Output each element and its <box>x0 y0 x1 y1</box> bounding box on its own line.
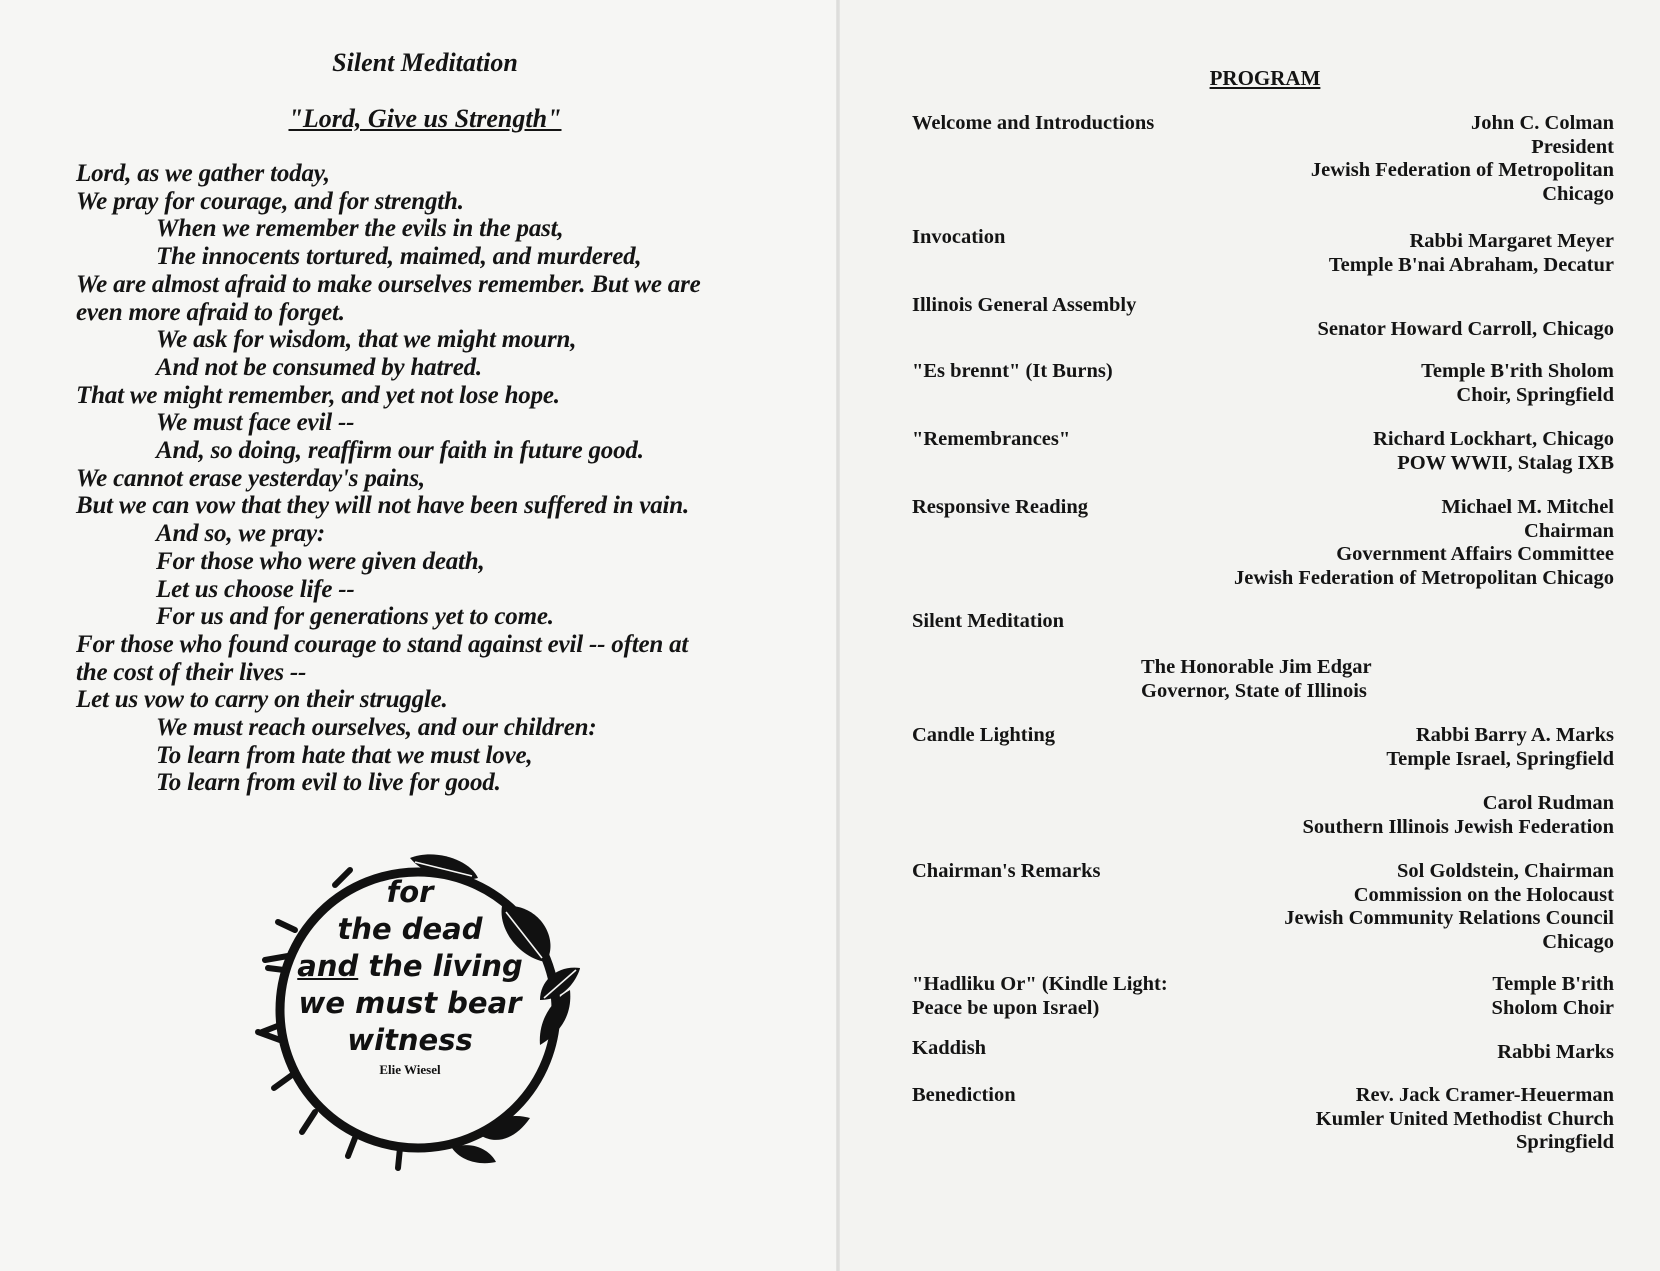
emblem-line-5: witness <box>347 1023 473 1057</box>
poem-line: Let us choose life -- <box>156 575 355 603</box>
poem-line: We pray for courage, and for strength. <box>76 187 464 215</box>
poem-line: Lord, as we gather today, <box>76 160 330 187</box>
poem-line: But we can vow that they will not have been suffered in vain. <box>76 492 690 520</box>
poem-line: Let us vow to carry on their struggle. <box>76 686 448 714</box>
participant-line: Government Affairs Committee <box>1336 543 1614 565</box>
meditation-heading: Silent Meditation <box>332 48 518 77</box>
label-line: Candle Lighting <box>912 724 1055 746</box>
participant-line: Rev. Jack Cramer-Heuerman <box>1355 1084 1614 1106</box>
program-item-participant <box>1094 860 1614 954</box>
poem <box>76 160 776 797</box>
participant-line: Jewish Federation of Metropolitan Chicago <box>1234 566 1614 589</box>
participant-line: Temple Israel, Springfield <box>1386 747 1614 770</box>
poem-line: For those who found courage to stand against evil -- often at <box>76 630 689 658</box>
participant-line: Chicago <box>1542 930 1614 953</box>
poem-line: The innocents tortured, maimed, and murdered, <box>156 243 642 271</box>
participant-line: Springfield <box>1516 1131 1614 1153</box>
emblem-attribution: Elie Wiesel <box>379 1062 441 1077</box>
emblem-line-4: we must bear <box>298 986 522 1020</box>
participant-line: The Honorable Jim Edgar <box>1141 656 1372 678</box>
participant-line: Rabbi Marks <box>1497 1041 1614 1063</box>
participant-line: Commission on the Holocaust <box>1353 883 1614 906</box>
poem-line: even more afraid to forget. <box>76 298 345 326</box>
participant-line: Jewish Federation of Metropolitan <box>1310 159 1614 181</box>
participant-line: Choir, Springfield <box>1456 383 1614 406</box>
emblem-the-living: the living <box>358 949 523 983</box>
participant-line: Temple B'nai Abraham, Decatur <box>1328 253 1614 276</box>
label-line: Silent Meditation <box>912 610 1065 632</box>
participant-line: Jewish Community Relations Council <box>1284 907 1614 929</box>
label-line: Chairman's Remarks <box>912 860 1101 882</box>
poem-line: the cost of their lives -- <box>76 658 307 686</box>
participant-line: Senator Howard Carroll, Chicago <box>1317 318 1614 340</box>
label-line: "Remembrances" <box>912 428 1071 450</box>
program-item-label <box>912 294 1242 318</box>
program-item-participant <box>1094 724 1614 771</box>
participant-line: President <box>1531 135 1614 158</box>
participant-line: Temple B'rith <box>1492 973 1614 995</box>
label-line: Peace be upon Israel) <box>912 996 1100 1019</box>
program-item-participant <box>1094 112 1614 206</box>
participant-line: Southern Illinois Jewish Federation <box>1302 815 1614 838</box>
poem-line: And not be consumed by hatred. <box>156 353 482 381</box>
emblem-line-1: for <box>386 875 434 909</box>
label-line: Invocation <box>912 226 1006 248</box>
program-item-participant <box>1141 656 1660 703</box>
poem-title: "Lord, Give us Strength" <box>288 104 562 133</box>
participant-line: Sol Goldstein, Chairman <box>1397 860 1614 882</box>
poem-line: We are almost afraid to make ourselves remember. But we are <box>76 270 701 298</box>
participant-line: Carol Rudman <box>1482 792 1614 814</box>
poem-line: For us and for generations yet to come. <box>156 603 554 631</box>
participant-line: Richard Lockhart, Chicago <box>1373 428 1614 450</box>
label-line: "Hadliku Or" (Kindle Light: <box>912 973 1168 995</box>
poem-line: We cannot erase yesterday's pains, <box>76 464 425 492</box>
program-item-participant <box>1094 792 1614 839</box>
participant-line: Sholom Choir <box>1491 996 1614 1019</box>
program-item-participant <box>1094 1084 1614 1155</box>
label-line: Responsive Reading <box>912 496 1088 518</box>
participant-line: POW WWII, Stalag IXB <box>1397 451 1614 474</box>
program-item-label <box>912 610 1242 634</box>
emblem-and: and <box>297 949 359 983</box>
poem-line: To learn from hate that we must love, <box>156 741 533 769</box>
emblem-line-3 <box>280 948 540 985</box>
poem-line: We must face evil -- <box>156 409 355 437</box>
label-line: Illinois General Assembly <box>912 294 1137 316</box>
witness-emblem <box>240 850 610 1180</box>
participant-line: Temple B'rith Sholom <box>1421 360 1614 382</box>
poem-line: When we remember the evils in the past, <box>156 215 564 243</box>
participant-line: Governor, State of Illinois <box>1141 679 1367 702</box>
poem-line: To learn from evil to live for good. <box>156 769 501 797</box>
program-item-participant <box>1094 318 1614 342</box>
participant-line: Rabbi Barry A. Marks <box>1415 724 1614 746</box>
emblem-text <box>280 874 540 1081</box>
participant-line: John C. Colman <box>1471 112 1614 134</box>
poem-line: For those who were given death, <box>156 547 485 575</box>
poem-line: And so, we pray: <box>156 520 326 548</box>
program-item-participant <box>1094 230 1614 277</box>
participant-line: Chairman <box>1524 519 1614 542</box>
emblem-line-2: the dead <box>337 912 483 946</box>
program-item-participant <box>1094 360 1614 407</box>
program-item-participant <box>1094 496 1614 590</box>
poem-line: We must reach ourselves, and our children: <box>156 714 597 742</box>
program-item-participant <box>1094 428 1614 475</box>
poem-line: We ask for wisdom, that we might mourn, <box>156 326 577 354</box>
poem-line: And, so doing, reaffirm our faith in future good. <box>156 437 644 465</box>
page-fold <box>836 0 840 1271</box>
label-line: Benediction <box>912 1084 1016 1106</box>
program-item-participant <box>1094 973 1614 1020</box>
program-item-participant <box>1094 1041 1614 1065</box>
poem-line: That we might remember, and yet not lose hope. <box>76 381 560 409</box>
label-line: Kaddish <box>912 1037 987 1059</box>
participant-line: Michael M. Mitchel <box>1441 496 1614 518</box>
label-line: Welcome and Introductions <box>912 112 1155 134</box>
program-title: PROGRAM <box>1209 66 1321 90</box>
participant-line: Kumler United Methodist Church <box>1315 1107 1614 1130</box>
participant-line: Chicago <box>1542 182 1614 205</box>
participant-line: Rabbi Margaret Meyer <box>1409 230 1614 252</box>
label-line: "Es brennt" (It Burns) <box>912 360 1113 382</box>
